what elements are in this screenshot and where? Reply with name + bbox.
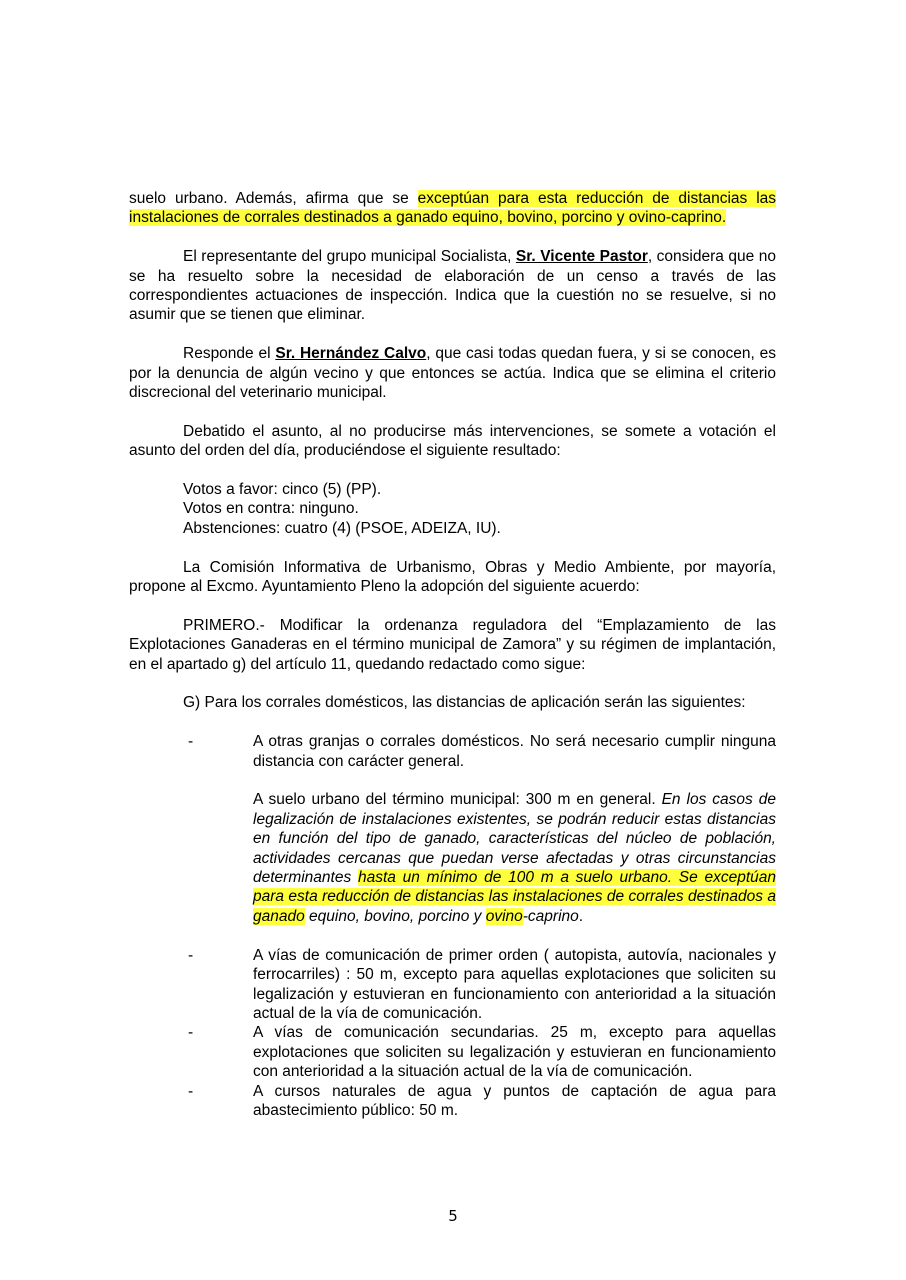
paragraph-7: G) Para los corrales domésticos, las distancias de aplicación serán las siguientes: (183, 694, 746, 712)
paragraph-3: Responde el Sr. Hernández Calvo, que casi todas quedan fuera, y si se conocen, es por la denuncia de algún vecino y que entonces se actúa. Indica que se elimina el criterio discrecional del veterinario municipal. (129, 345, 776, 402)
list-bullet: - (188, 733, 194, 751)
list-item: - A vías de comunicación de primer orden ( autopista, autovía, nacionales y ferrocarriles) : 50 m, excepto para aquellas explotaciones que soliciten su legalización y estuvieran en funcionamiento con anterioridad a la situación actual de la vía de comunicación. (188, 946, 776, 1022)
paragraph-2: El representante del grupo municipal Socialista, Sr. Vicente Pastor, considera que no se ha resuelto sobre la necesidad de elaboración de un censo a través de las correspondientes actuaciones de inspección. Indica que la cuestión no se resuelve, si no asumir que se tienen que eliminar. (129, 248, 776, 324)
votes-against: Votos en contra: ninguno. (183, 500, 359, 518)
paragraph-5: La Comisión Informativa de Urbanismo, Obras y Medio Ambiente, por mayoría, propone al Excmo. Ayuntamiento Pleno la adopción del siguiente acuerdo: (129, 558, 776, 596)
list-item-continuation: A suelo urbano del término municipal: 300 m en general. En los casos de legalización de instalaciones existentes, se podrán reducir estas distancias en función del tipo de ganado, características del núcleo de población, actividades cercanas que puedan verse afectadas y otras circunstancias determinantes hasta un mínimo de 100 m a suelo urbano. Se exceptúan para esta reducción de distancias las instalaciones de corrales destinados a ganado equino, bovino, porcino y ovino-caprino. (253, 791, 776, 925)
abstentions: Abstenciones: cuatro (4) (PSOE, ADEIZA, IU). (183, 519, 501, 537)
highlighted-text: hasta un mínimo de 100 m a suelo urbano. Se exceptúan para esta reducción de distancias las instalaciones de corrales destinados a ganado (253, 869, 776, 925)
paragraph-4: Debatido el asunto, al no producirse más intervenciones, se somete a votación el asunto del orden del día, produciéndose el siguiente resultado: (129, 422, 776, 460)
highlighted-text: exceptúan para esta reducción de distancias las instalaciones de corrales destinados a ganado equino, bovino, porcino y ovino-caprino. (129, 190, 777, 227)
list-item: - A otras granjas o corrales domésticos. No será necesario cumplir ninguna distancia con carácter general. (188, 733, 776, 770)
list-bullet: - (188, 1082, 194, 1100)
highlighted-text: ovino (485, 907, 523, 925)
votes-in-favor: Votos a favor: cinco (5) (PP). (183, 481, 382, 499)
list-bullet: - (188, 1024, 194, 1042)
paragraph-1: suelo urbano. Además, afirma que se exceptúan para esta reducción de distancias las instalaciones de corrales destinados a ganado equino, bovino, porcino y ovino-caprino. (129, 190, 777, 227)
list-bullet: - (188, 946, 194, 964)
speaker-name: Sr. Hernández Calvo (275, 345, 427, 363)
page-number: 5 (448, 1207, 458, 1225)
speaker-name: Sr. Vicente Pastor (515, 248, 648, 266)
paragraph-6: PRIMERO.- Modificar la ordenanza reguladora del “Emplazamiento de las Explotaciones Ganaderas en el término municipal de Zamora” y su régimen de implantación, en el apartado g) del artículo 11, quedando redactado como sigue: (129, 616, 776, 673)
vote-results (183, 480, 776, 538)
list-item: - A cursos naturales de agua y puntos de captación de agua para abastecimiento público: 50 m. (188, 1082, 776, 1119)
document-page (129, 189, 776, 1120)
list-item: - A vías de comunicación secundarias. 25 m, excepto para aquellas explotaciones que soliciten su legalización y estuvieran en funcionamiento con anterioridad a la situación actual de la vía de comunicación. (188, 1024, 776, 1081)
